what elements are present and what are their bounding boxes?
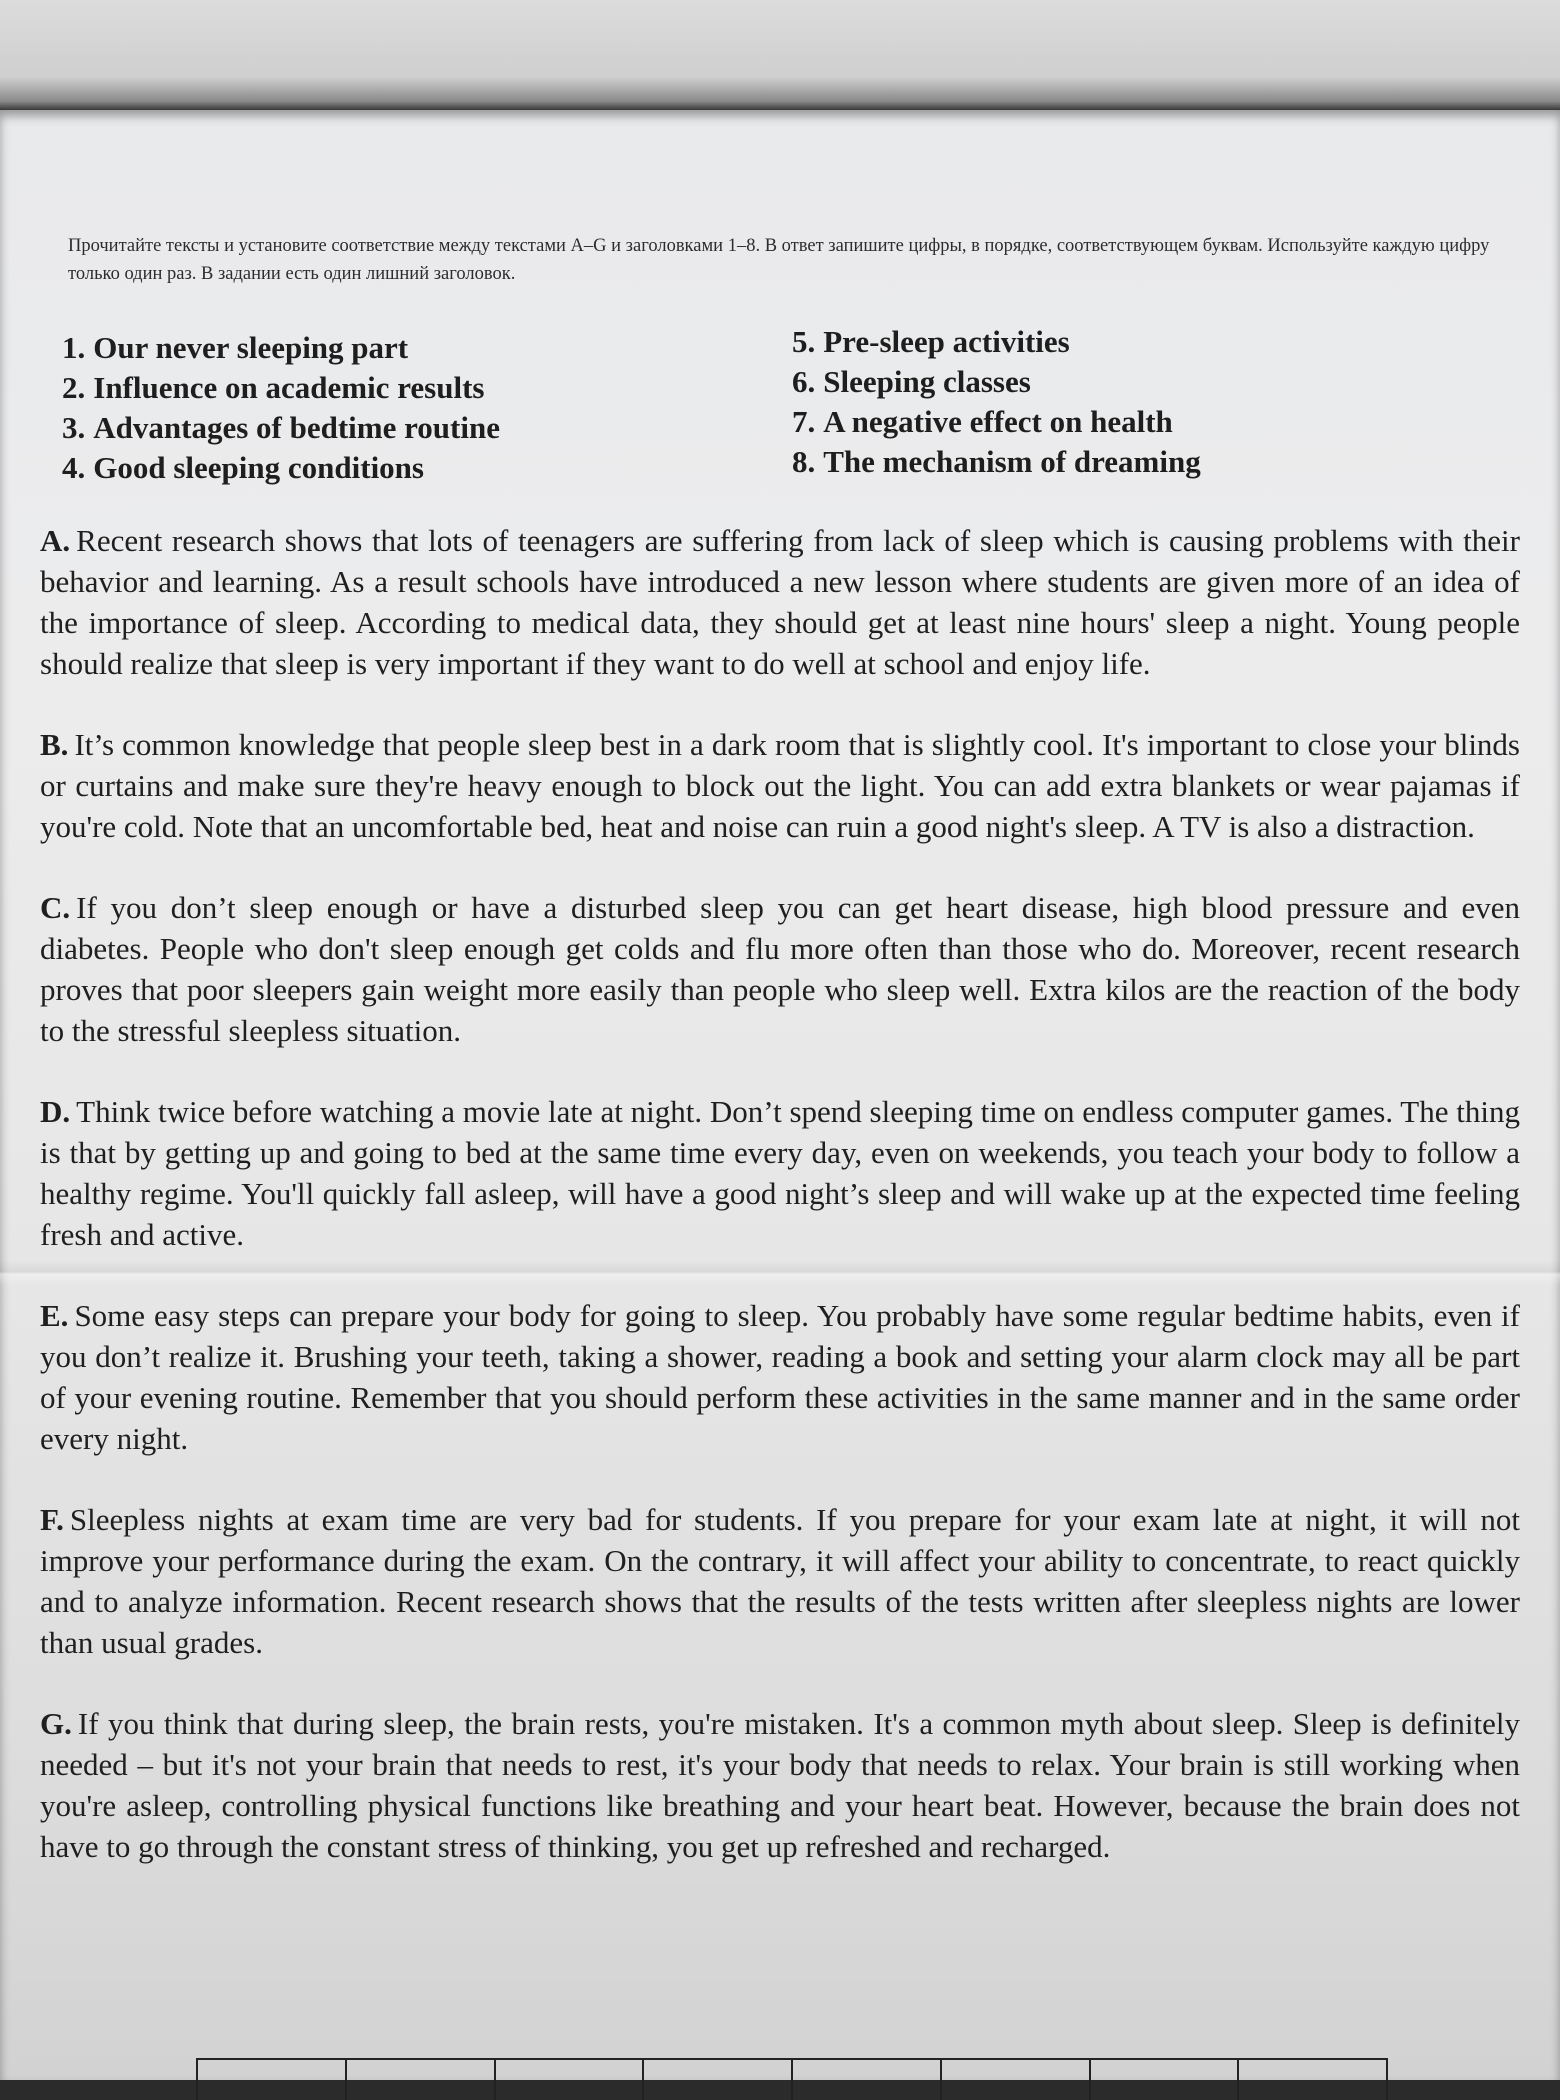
passage-text: Some easy steps can prepare your body for going to sleep. You probably have some regular bedtime habits, even if you don’t realize it. Brushing your teeth, taking a shower, reading a book and setting your alarm clock may all be part of your evening routine. Remember that you should perform these activities in the same manner and in the same order every night.: [40, 1298, 1520, 1456]
passage-text: If you think that during sleep, the brain rests, you're mistaken. It's a common myth about sleep. Sleep is definitely needed – but it's not your brain that needs to rest, it's your body that needs to relax. Your brain is still working when you're asleep, controlling physical functions like breathing and your heart beat. However, because the brain does not have to go through the constant stress of thinking, you get up refreshed and recharged.: [40, 1706, 1520, 1864]
passage-letter: A.: [40, 523, 71, 558]
passages-list: [40, 520, 1520, 1907]
heading-text: A negative effect on health: [823, 404, 1173, 439]
passage-letter: D.: [40, 1094, 71, 1129]
passage-letter: B.: [40, 727, 69, 762]
heading-item: [62, 408, 500, 448]
passage-text: It’s common knowledge that people sleep best in a dark room that is slightly cool. It's important to close your blinds or curtains and make sure they're heavy enough to block out the light. You can add extra blankets or wear pajamas if you're cold. Note that an uncomfortable bed, heat and noise can ruin a good night's sleep. A TV is also a distraction.: [40, 727, 1520, 844]
headings-column-left: [62, 328, 500, 488]
heading-text: Influence on academic results: [93, 370, 485, 405]
answer-cell[interactable]: [1091, 2060, 1240, 2100]
heading-text: Pre-sleep activities: [823, 324, 1070, 359]
heading-text: The mechanism of dreaming: [823, 444, 1201, 479]
answer-cell[interactable]: [793, 2060, 942, 2100]
passage-f: [40, 1499, 1520, 1663]
headings-list: [62, 324, 1462, 498]
headings-column-right: [792, 322, 1201, 482]
passage-letter: F.: [40, 1502, 64, 1537]
heading-number: 7.: [792, 404, 816, 439]
answer-cell[interactable]: [496, 2060, 645, 2100]
passage-letter: G.: [40, 1706, 72, 1741]
heading-number: 4.: [62, 450, 86, 485]
heading-item: [62, 448, 500, 488]
heading-text: Advantages of bedtime routine: [93, 410, 500, 445]
heading-text: Our never sleeping part: [93, 330, 409, 365]
heading-number: 2.: [62, 370, 86, 405]
heading-text: Sleeping classes: [823, 364, 1031, 399]
passage-text: Sleepless nights at exam time are very bad for students. If you prepare for your exam late at night, it will not improve your performance during the exam. On the contrary, it will affect your ability to concentrate, to react quickly and to analyze information. Recent research shows that the results of the tests written after sleepless nights are lower than usual grades.: [40, 1502, 1520, 1660]
heading-item: [792, 402, 1201, 442]
heading-number: 6.: [792, 364, 816, 399]
passage-text: Recent research shows that lots of teenagers are suffering from lack of sleep which is causing problems with their behavior and learning. As a result schools have introduced a new lesson where students are given more of an idea of the importance of sleep. According to medical data, they should get at least nine hours' sleep a night. Young people should realize that sleep is very important if they want to do well at school and enjoy life.: [40, 523, 1520, 681]
answer-cell[interactable]: [347, 2060, 496, 2100]
heading-item: [62, 368, 500, 408]
heading-text: Good sleeping conditions: [93, 450, 424, 485]
heading-item: [792, 322, 1201, 362]
answer-cell[interactable]: [1239, 2060, 1388, 2100]
passage-text: Think twice before watching a movie late at night. Don’t spend sleeping time on endless computer games. The thing is that by getting up and going to bed at the same time every day, even on weekends, you teach your body to follow a healthy regime. You'll quickly fall asleep, will have a good night’s sleep and will wake up at the expected time feeling fresh and active.: [40, 1094, 1520, 1252]
heading-item: [792, 362, 1201, 402]
passage-b: [40, 724, 1520, 847]
heading-number: 1.: [62, 330, 86, 365]
answer-cell[interactable]: [198, 2060, 347, 2100]
heading-item: [792, 442, 1201, 482]
passage-letter: C.: [40, 890, 71, 925]
passage-d: [40, 1091, 1520, 1255]
answer-cell[interactable]: [942, 2060, 1091, 2100]
heading-number: 8.: [792, 444, 816, 479]
heading-number: 3.: [62, 410, 86, 445]
passage-c: [40, 887, 1520, 1051]
heading-item: [62, 328, 500, 368]
answer-table: [196, 2058, 1388, 2100]
task-instructions: Прочитайте тексты и установите соответствие между текстами A–G и заголовками 1–8. В ответ запишите цифры, в порядке, соответствующем буквам. Используйте каждую цифру только один раз. В задании есть один лишний заголовок.: [68, 236, 1490, 284]
heading-number: 5.: [792, 324, 816, 359]
answer-cell[interactable]: [644, 2060, 793, 2100]
passage-e: [40, 1295, 1520, 1459]
passage-text: If you don’t sleep enough or have a disturbed sleep you can get heart disease, high blood pressure and even diabetes. People who don't sleep enough get colds and flu more often than those who do. Moreover, recent research proves that poor sleepers gain weight more easily than people who sleep well. Extra kilos are the reaction of the body to the stressful sleepless situation.: [40, 890, 1520, 1048]
passage-g: [40, 1703, 1520, 1867]
passage-letter: E.: [40, 1298, 69, 1333]
passage-a: [40, 520, 1520, 684]
background-surface: [0, 0, 1560, 110]
